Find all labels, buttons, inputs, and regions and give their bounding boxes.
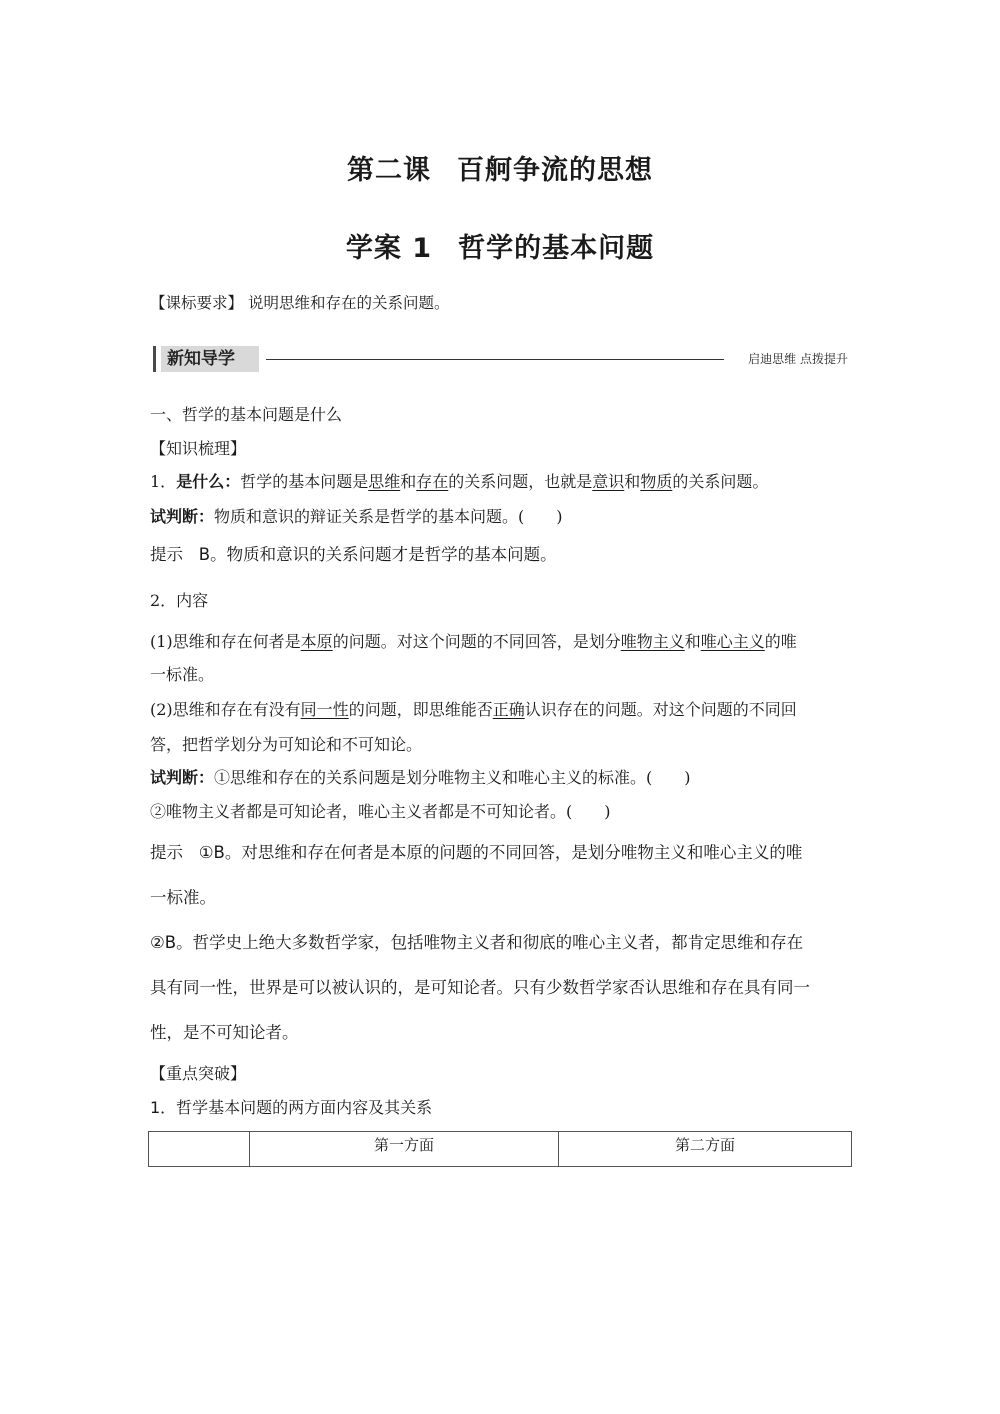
blank-answer: 思维 [368, 472, 401, 491]
judge2-q1 [150, 767, 691, 789]
content2 [150, 699, 797, 721]
section-header-bar [150, 344, 850, 374]
curriculum-text: 说明思维和存在的关系问题。 [247, 294, 450, 312]
text: 的问题。对这个问题的不同回答，是划分 [332, 632, 621, 651]
table-header-row [149, 1132, 852, 1167]
hint2-a2: ②B。哲学史上绝大多数哲学家，包括唯物主义者和彻底的唯心主义者，都肯定思维和存在 [150, 933, 804, 952]
text: (2)思维和存在有没有 [150, 700, 301, 719]
content1 [150, 631, 797, 653]
blank-answer: 本原 [300, 632, 333, 651]
hint1 [150, 544, 557, 566]
blank-answer: 唯物主义 [620, 632, 685, 651]
text: 和 [624, 472, 641, 491]
item1-label: 是什么： [176, 472, 241, 491]
blank-answer: 意识 [592, 472, 625, 491]
header-accent-bar [153, 346, 156, 372]
case-name: 哲学的基本问题 [458, 233, 655, 264]
key-points-label: 【重点突破】 [150, 1064, 247, 1083]
case-title [0, 226, 1000, 265]
blank-answer: 同一性 [300, 700, 349, 719]
judge-label: 试判断： [150, 507, 215, 526]
aspects-table [148, 1131, 852, 1167]
text: 的关系问题，也就是 [448, 472, 593, 491]
judge-question: 物质和意识的辩证关系是哲学的基本问题。( ) [214, 507, 563, 526]
text: 和 [400, 472, 417, 491]
key-item1: 1．哲学基本问题的两方面内容及其关系 [150, 1098, 433, 1117]
curriculum-label: 【课标要求】 [150, 294, 244, 312]
knowledge-label: 【知识梳理】 [150, 439, 247, 458]
case-number: 学案 1 [345, 233, 433, 264]
section-header-tag: 新知导学 [161, 346, 259, 372]
header-divider [266, 359, 724, 360]
table-header-cell: 第一方面 [250, 1132, 559, 1167]
item2-title: 2．内容 [150, 591, 209, 610]
item1-what [150, 471, 768, 493]
hint2-a2-cont2: 性，是不可知论者。 [150, 1023, 299, 1042]
hint-answer: B。物质和意识的关系问题才是哲学的基本问题。 [198, 545, 557, 564]
hint2-a1 [150, 842, 802, 864]
hint2-a1-cont: 一标准。 [150, 888, 216, 907]
content2-cont: 答，把哲学划分为可知论和不可知论。 [150, 735, 423, 754]
blank-answer: 正确 [492, 700, 525, 719]
lesson-number: 第二课 [347, 155, 431, 186]
lesson-name: 百舸争流的思想 [457, 155, 653, 186]
item1-prefix: 1． [150, 472, 177, 491]
hint-answer: ①B。对思维和存在何者是本原的问题的不同回答，是划分唯物主义和唯心主义的唯 [198, 843, 803, 862]
text: 认识存在的问题。对这个问题的不同回 [524, 700, 797, 719]
hint-label: 提示 [150, 545, 183, 564]
judge1 [150, 506, 563, 528]
section1-title: 一、哲学的基本问题是什么 [150, 405, 343, 424]
content1-cont: 一标准。 [150, 665, 215, 684]
section-header-slogan: 启迪思维 点拨提升 [748, 352, 848, 366]
judge-label: 试判断： [150, 768, 215, 787]
judge2-q2: ②唯物主义者都是可知论者，唯心主义者都是不可知论者。( ) [150, 802, 611, 821]
blank-answer: 存在 [416, 472, 449, 491]
text: 的唯 [764, 632, 797, 651]
text: 的问题，即思维能否 [348, 700, 493, 719]
hint2-a2-cont1: 具有同一性，世界是可以被认识的，是可知论者。只有少数哲学家否认思维和存在具有同一 [150, 978, 810, 997]
text: 哲学的基本问题是 [240, 472, 369, 491]
text: 和 [684, 632, 701, 651]
table-header-cell [149, 1132, 250, 1167]
blank-answer: 物质 [640, 472, 673, 491]
lesson-title [0, 148, 1000, 187]
table-header-cell: 第二方面 [559, 1132, 852, 1167]
blank-answer: 唯心主义 [700, 632, 765, 651]
judge-question: ①思维和存在的关系问题是划分唯物主义和唯心主义的标准。( ) [214, 768, 691, 787]
text: 的关系问题。 [672, 472, 769, 491]
text: (1)思维和存在何者是 [150, 632, 301, 651]
curriculum-requirement [150, 292, 449, 314]
hint-label: 提示 [150, 843, 183, 862]
